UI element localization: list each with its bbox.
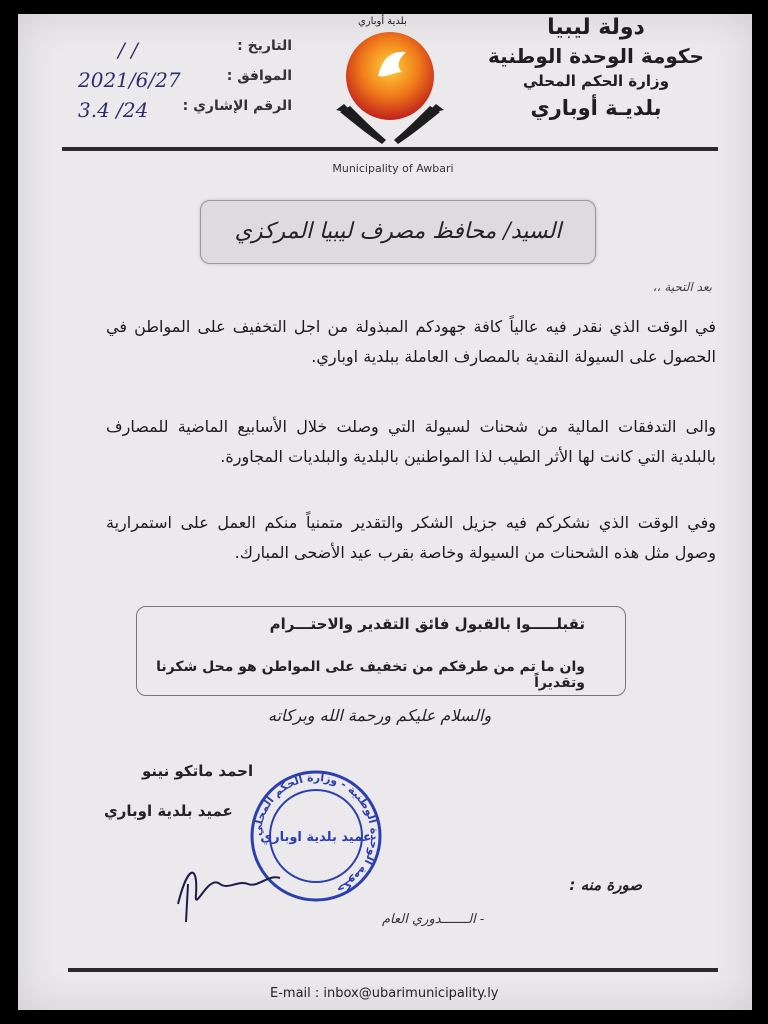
copies-label: صورة منه : (569, 876, 642, 894)
logo-sun-icon (346, 32, 434, 120)
country-name: دولة ليبيا (547, 15, 645, 40)
header-divider (62, 147, 718, 151)
reference-label: الرقم الإشاري : (182, 98, 292, 114)
closing-line-2: وان ما تم من طرفكم من تخفيف على المواطن هو محل شكرنا وتقديراً (156, 659, 585, 691)
corresponding-value: 2021/6/27 (78, 68, 181, 92)
signatory-name: احمد ماتكو نينو (142, 762, 254, 780)
signatory-title: عميد بلدية اوباري (104, 802, 233, 820)
logo-arc-text: بلدية أوباري (358, 16, 407, 27)
greeting: بعد التحية ،، (652, 280, 712, 294)
seal-ring-text: حكومة الوحدة الوطنية - وزارة الحكم المحلي (250, 770, 382, 897)
addressee-box: السيد/ محافظ مصرف ليبيا المركزي (200, 200, 596, 264)
government-name: حكومة الوحدة الوطنية (488, 44, 704, 68)
copies-item: - الـــــــدوري العام (382, 912, 485, 927)
footer-divider (68, 968, 718, 972)
corresponding-label: الموافق : (226, 68, 292, 84)
date-value: / / (118, 38, 138, 62)
municipality-logo (320, 20, 460, 160)
footer-email: E-mail : inbox@ubarimunicipality.ly (270, 986, 499, 1001)
municipality-name: بلديـة أوباري (530, 96, 662, 120)
letterhead-left (58, 38, 298, 128)
closing-box (136, 606, 626, 696)
letter-page (18, 14, 752, 1010)
handwritten-signature-icon (168, 844, 288, 924)
paragraph-2: والى التدفقات المالية من شحنات لسيولة التي وصلت خلال الأسابيع الماضية للمصارف بالبلدية التي كانت لها الأثر الطيب لذا المواطنين بالبلدية والبلديات المجاورة. (106, 417, 716, 466)
closing-line-1: تقبلـــــوا بالقبول فائق التقدير والاحتـــرام (269, 615, 585, 633)
reference-value: 24/ 3.4 (78, 98, 149, 122)
seal-center-text: عميد بلدية اوباري (260, 830, 372, 845)
date-label: التاريخ : (237, 38, 292, 54)
paragraph-3: وفي الوقت الذي نشكركم فيه جزيل الشكر والتقدير متمنياً منكم العمل على استمرارية وصول مثل هذه الشحنات من السيولة وخاصة بقرب عيد الأضحى المبارك. (106, 513, 716, 562)
salutation: والسلام عليكم ورحمة الله وبركاته (268, 706, 492, 725)
letterhead-right (476, 14, 716, 122)
ministry-name: وزارة الحكم المحلي (522, 72, 670, 90)
municipality-english: Municipality of Awbari (332, 162, 454, 175)
paragraph-1: في الوقت الذي نقدر فيه عالياً كافة جهودكم المبذولة من اجل التخفيف على المواطن في الحصول على السيولة النقدية بالمصارف العاملة ببلدية اوباري. (106, 317, 716, 366)
